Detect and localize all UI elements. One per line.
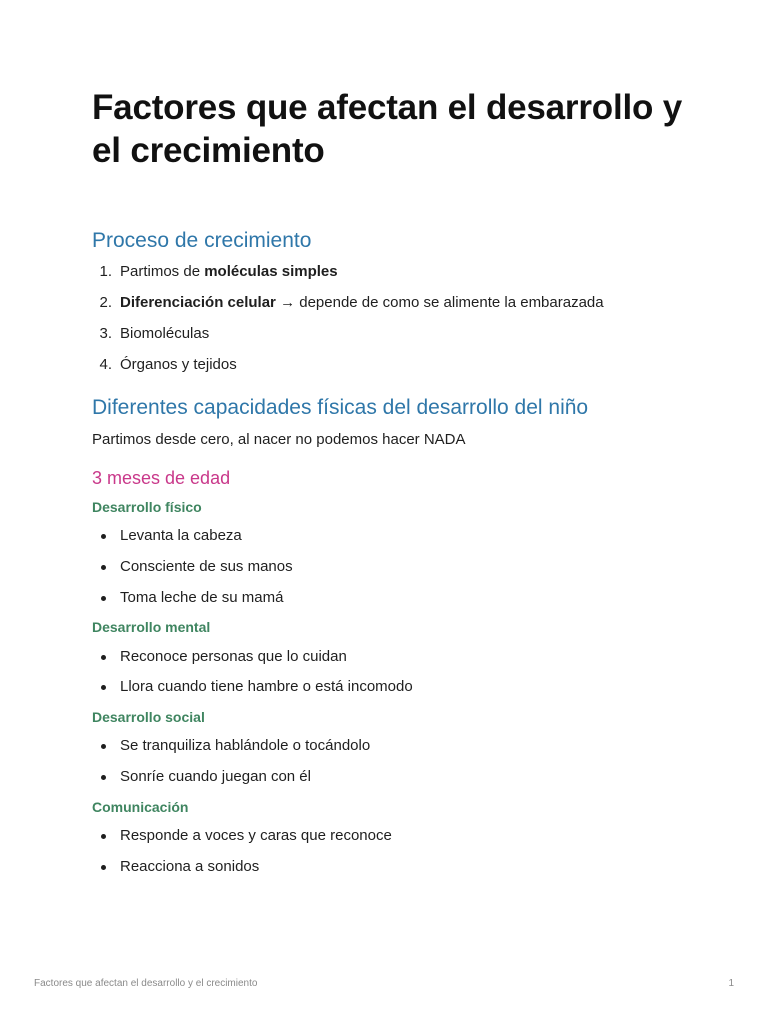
bullet-icon [101,565,106,570]
bullet-icon [101,744,106,749]
list-item-text: Órganos y tejidos [120,356,237,373]
list-item [92,262,682,282]
intro-paragraph: Partimos desde cero, al nacer no podemos hacer NADA [92,431,466,448]
page-title: Factores que afectan el desarrollo y el crecimiento [92,88,682,170]
section-heading-proceso: Proceso de crecimiento [92,229,312,252]
list-item [92,857,682,877]
bullet-icon [101,775,106,780]
list-item [92,767,682,787]
subheading-3-meses: 3 meses de edad [92,468,231,488]
list-number: 4. [99,356,112,373]
proceso-list [92,262,682,375]
bullet-icon [101,865,106,870]
list-item [92,355,682,375]
list-item-text: Consciente de sus manos [120,558,293,575]
list-number: 1. [99,263,112,280]
list-item-text: Se tranquiliza hablándole o tocándolo [120,737,371,754]
category-heading-social: Desarrollo social [92,709,205,725]
list-item [92,557,682,577]
category-heading-mental: Desarrollo mental [92,619,211,635]
list-item-text: Sonríe cuando juegan con él [120,768,311,785]
list-item [92,526,682,546]
category-heading-comunicacion: Comunicación [92,799,189,815]
list-item-text: Toma leche de su mamá [120,589,284,606]
bullet-icon [101,596,106,601]
list-number: 2. [99,294,112,311]
list-item [92,293,682,313]
list-item [92,826,682,846]
bullet-icon [101,834,106,839]
list-item [92,647,682,667]
list-item-text: Reacciona a sonidos [120,858,260,875]
list-item [92,324,682,344]
mental-list [92,647,682,697]
social-list [92,736,682,787]
list-item-text: Levanta la cabeza [120,527,242,544]
list-item-bold: Diferenciación celular [120,294,276,311]
category-heading-fisico: Desarrollo físico [92,499,202,515]
list-item [92,588,682,608]
list-number: 3. [99,325,112,342]
bullet-icon [101,685,106,690]
bullet-icon [101,655,106,660]
list-item-text: Partimos de [120,263,205,280]
list-item-text: Responde a voces y caras que reconoce [120,827,392,844]
list-item-text: → depende de como se alimente la embarazada [275,294,604,311]
document-page [92,86,682,877]
bullet-icon [101,534,106,539]
list-item-text: Llora cuando tiene hambre o está incomodo [120,678,413,695]
page-number: 1 [728,978,734,989]
footer-title: Factores que afectan el desarrollo y el crecimiento [34,978,258,989]
list-item-bold: moléculas simples [204,263,338,280]
list-item [92,736,682,756]
section-heading-capacidades: Diferentes capacidades físicas del desarrollo del niño [92,396,589,419]
list-item-text: Biomoléculas [120,325,210,342]
list-item-text: Reconoce personas que lo cuidan [120,648,347,665]
list-item [92,677,682,697]
fisico-list [92,526,682,608]
comunicacion-list [92,826,682,877]
